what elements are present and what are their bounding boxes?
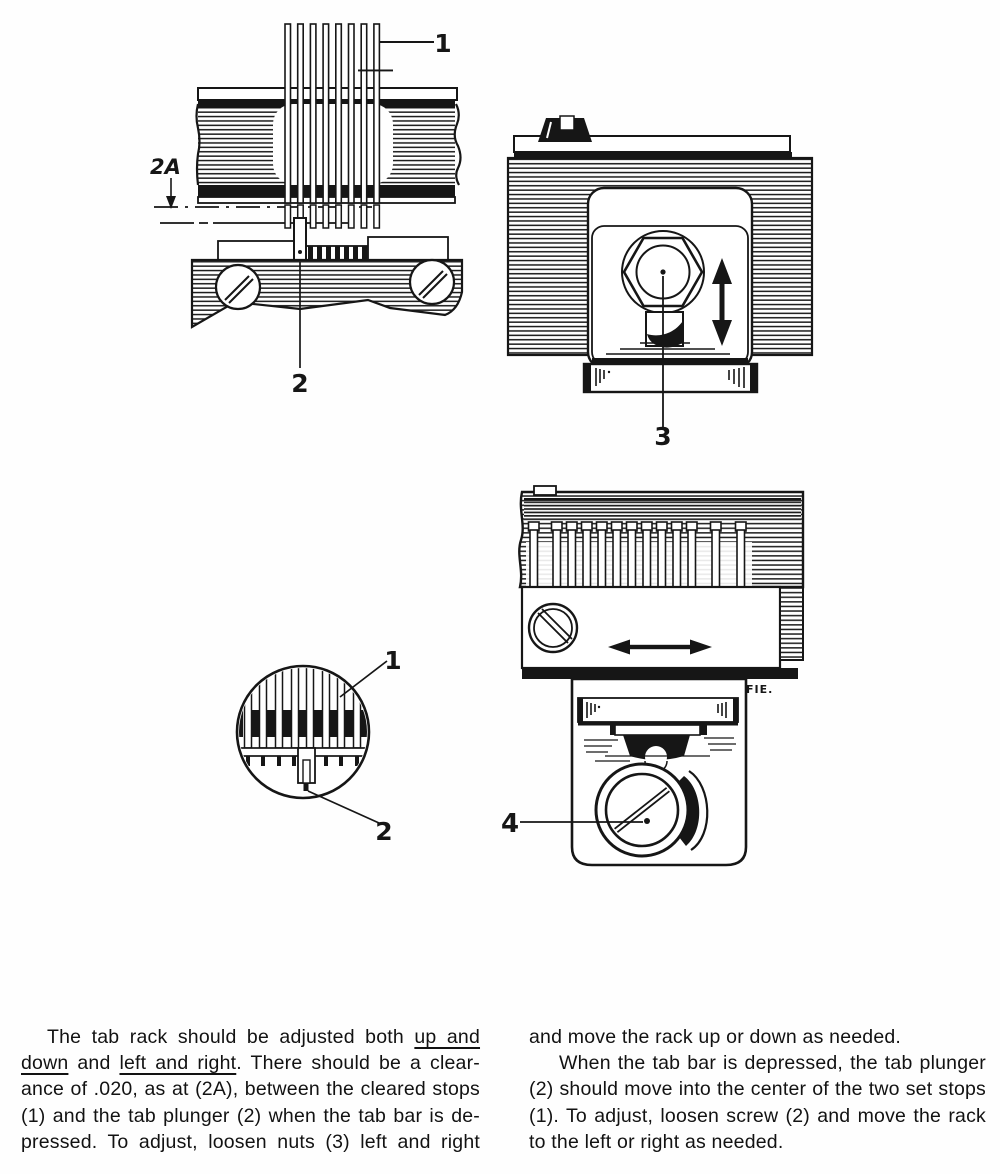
text-segment: ance of .020, as at (2A), between the cleared stops xyxy=(21,1078,480,1101)
tie-mark xyxy=(358,70,393,72)
text-segment: (1) and the tab plunger (2) when the tab bar is de- xyxy=(21,1104,480,1127)
text-segment: to the left or right as needed. xyxy=(529,1130,784,1153)
leader-line-2 xyxy=(308,791,379,823)
text-line xyxy=(21,1129,480,1155)
rail-shadow xyxy=(514,152,792,158)
text-segment: and xyxy=(68,1052,120,1075)
text-segment: pressed. To adjust, loosen nuts (3) left and right xyxy=(21,1130,480,1153)
tab-plunger-assembly xyxy=(192,218,462,327)
mounting-screw-left xyxy=(216,265,260,309)
callout-detail-tab-stops: 1 xyxy=(384,646,402,675)
body-text-left-column xyxy=(21,1024,480,1155)
text-line xyxy=(21,1024,480,1050)
underlined-phrase: left and right xyxy=(119,1052,237,1075)
text-line xyxy=(21,1076,480,1102)
figure-detail-circle xyxy=(195,615,465,855)
callout-tab-stops: 1 xyxy=(434,29,452,58)
panel-bottom-strip xyxy=(522,668,798,679)
underlined-phrase: down xyxy=(21,1052,69,1075)
underlined-phrase: up and xyxy=(414,1026,481,1048)
tab-plunger xyxy=(294,218,306,262)
callout-nut: 3 xyxy=(654,422,672,450)
window-bottom-edge xyxy=(592,358,748,363)
tab-stop-top xyxy=(538,116,592,142)
leader-line-1 xyxy=(340,661,387,697)
set-stop-blocks xyxy=(235,710,369,737)
text-segment: The tab rack should be adjusted both xyxy=(47,1026,415,1048)
text-segment: (2) should move into the center of the two set stops xyxy=(529,1078,986,1101)
panel-screw xyxy=(529,604,577,652)
callout-detail-plunger: 2 xyxy=(375,817,393,846)
text-segment: (1). To adjust, loosen screw (2) and move the rack xyxy=(529,1104,986,1127)
clearance-arrow xyxy=(166,178,176,209)
text-segment: . There should be a clear- xyxy=(236,1052,480,1075)
mounting-screw-right xyxy=(410,260,454,304)
side-hatch-strip xyxy=(780,587,803,660)
text-line xyxy=(529,1076,986,1102)
text-segment: and move the rack up or down as needed. xyxy=(529,1026,902,1048)
callout-plunger: 2 xyxy=(291,369,309,398)
fig-note: FIE. xyxy=(746,683,774,696)
text-line xyxy=(21,1103,480,1129)
text-segment: When the tab bar is depressed, the tab plunger xyxy=(559,1052,986,1075)
bracket-band xyxy=(578,698,738,722)
callout-screw: 4 xyxy=(500,809,520,839)
figure-vertical-adjust xyxy=(500,100,830,450)
block-dark-band xyxy=(524,501,801,521)
text-line xyxy=(529,1024,986,1050)
text-line xyxy=(21,1050,480,1076)
text-line xyxy=(529,1050,986,1076)
callout-clearance: 2A xyxy=(150,155,181,179)
text-line xyxy=(529,1103,986,1129)
rack-base xyxy=(584,364,757,392)
figure-tab-rack-front xyxy=(140,0,490,400)
body-text-right-column xyxy=(529,1024,986,1155)
text-line xyxy=(529,1129,986,1155)
nut-stud xyxy=(646,312,684,348)
figure-horizontal-adjust xyxy=(490,480,830,880)
block-notch xyxy=(534,486,556,495)
